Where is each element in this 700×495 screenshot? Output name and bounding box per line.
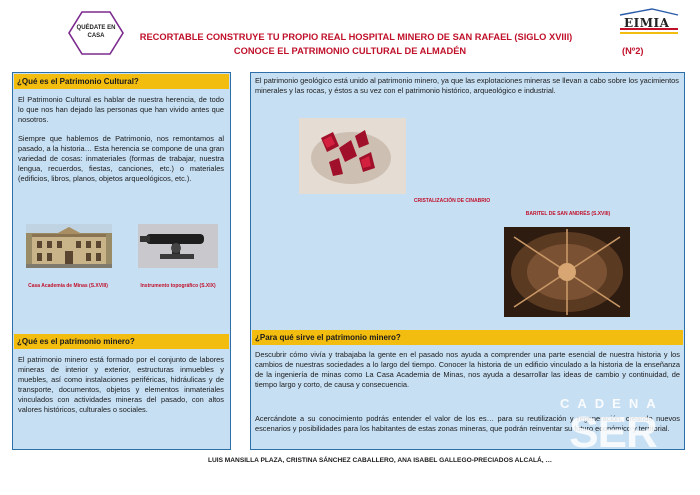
quedate-en-casa-badge (68, 10, 124, 56)
baritel-photo (504, 227, 630, 317)
paragraph-patrimonio-minero: El patrimonio minero está formado por el conjunto de labores mineras de interior y exterior, estructuras inmuebles y muebles, así como instalaciones periféricas, hidráulicas y de transporte, documentos, objetos y elementos inmateriales vinculados con actividades mineras del pasado, con altos valores históricos, culturales o sociales. (18, 355, 224, 414)
logo-text: EIMIA (624, 16, 670, 30)
badge-text: QUÉDATE EN CASA (76, 25, 116, 39)
authors-footer: LUIS MANSILLA PLAZA, CRISTINA SÁNCHEZ CABALLERO, ANA ISABEL GALLEGO-PRECIADOS ALCALÁ, … (207, 457, 553, 464)
section-heading-patrimonio-minero: ¿Qué es el patrimonio minero? (14, 334, 229, 349)
watermark-top: CADENA (560, 396, 664, 411)
paragraph-para-que-2: Acercándote a su conocimiento podrás entender el valor de los es… para su reutilización y regeneración, creando nuevos escenarios y posibilidades para los habitantes de estas zonas mineras, que podrán reinventar su futuro económico y territorial. (255, 414, 680, 433)
instrumento-topografico-photo (138, 224, 218, 268)
caption-instrumento: Instrumento topográfico (S.XIX) (140, 283, 216, 289)
paragraph-geologico: El patrimonio geológico está unido al patrimonio minero, ya que las explotaciones mineras se llevan a cabo sobre los yacimientos minerales y las rocas, y éstos a su vez con el patrimonio histórico, arqueológico e industrial. (255, 76, 679, 95)
watermark-logo: SER (569, 408, 657, 457)
paragraph-patrimonio-1: El Patrimonio Cultural es hablar de nuestra herencia, de todo lo que nos han dejado las personas que han vivido antes que nosotros. (18, 95, 224, 124)
caption-cinabrio: CRISTALIZACIÓN DE CINABRIO (413, 198, 491, 204)
issue-number: (Nº2) (622, 46, 644, 56)
page-subtitle: CONOCE EL PATRIMONIO CULTURAL DE ALMADÉN (233, 46, 467, 56)
watermark-bottom: Almadén (556, 460, 658, 477)
eimia-logo (612, 6, 682, 44)
paragraph-para-que-1: Descubrir cómo vivía y trabajaba la gente en el pasado nos ayuda a comprender una parte esencial de nuestra historia y los cambios de nuestras sociedades a lo largo del tiempo. Conocer la historia de un edificio vinculado a la historia de la enseñanza de la ingeniería de minas como La Casa Academia de Minas, nos ayuda a desarrollar las ideas de cambio y continuidad, de tiempo largo y corto, de causa y consecuencia. (255, 350, 680, 389)
casa-academia-photo (26, 224, 112, 268)
section-heading-para-que-sirve: ¿Para qué sirve el patrimonio minero? (252, 330, 683, 345)
caption-casa-academia: Casa Academia de Minas (S.XVIII) (28, 283, 108, 289)
paragraph-patrimonio-2: Siempre que hablemos de Patrimonio, nos remontamos al pasado, a la historia… Esta herencia se compone de una gran variedad de cosas: inmateriales (formas de trabajar, nuestra lengua, recuerdos, fiestas, canciones, etc.) o materiales (edificios, libros, planos, objetos arqueológicos, etc.). (18, 134, 224, 183)
caption-baritel: BARITEL DE SAN ANDRÉS (S.XVIII) (525, 211, 611, 217)
cadena-ser-watermark (538, 396, 688, 486)
page-title: RECORTABLE CONSTRUYE TU PROPIO REAL HOSPITAL MINERO DE SAN RAFAEL (SIGLO XVIII) (139, 32, 573, 42)
section-heading-patrimonio-cultural: ¿Qué es el Patrimonio Cultural? (14, 74, 229, 89)
cinabrio-photo (299, 118, 406, 194)
